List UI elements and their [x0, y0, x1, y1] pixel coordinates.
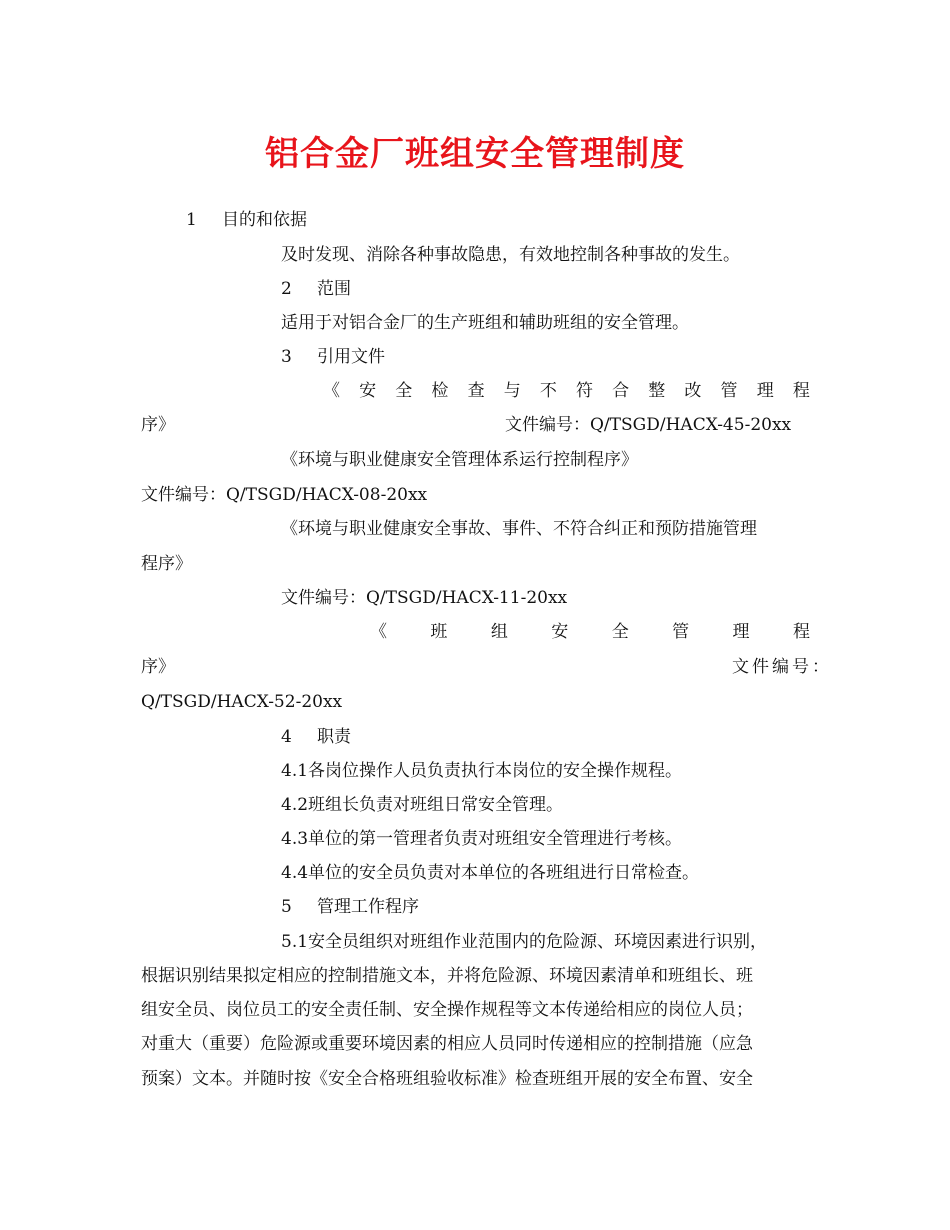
reference-1-title: 《 安 全 检 查 与 不 符 合 整 改 管 理 程 [323, 381, 810, 401]
procedure-paragraph-line: 预案）文本。并随时按《安全合格班组验收标准》检查班组开展的安全布置、安全 [141, 1069, 753, 1089]
procedure-paragraph-line: 5.1安全员组织对班组作业范围内的危险源、环境因素进行识别， [281, 932, 768, 952]
section-title: 职责 [317, 727, 351, 747]
procedure-paragraph-line: 组安全员、岗位员工的安全责任制、安全操作规程等文本传递给相应的岗位人员； [141, 1000, 753, 1020]
reference-4-code: Q/TSGD/HACX-52-20xx [141, 692, 343, 712]
responsibility-item: 4.4单位的安全员负责对本单位的各班组进行日常检查。 [281, 863, 700, 883]
section-title: 范围 [317, 279, 351, 299]
section-4-heading [281, 726, 351, 748]
reference-3-title-end: 程序》 [141, 554, 192, 574]
section-title: 管理工作程序 [317, 897, 419, 917]
section-number: 1 [186, 210, 197, 230]
reference-4-code-label: 文件编号： [732, 657, 832, 677]
section-number: 3 [281, 347, 292, 367]
section-number: 5 [281, 897, 292, 917]
responsibility-item: 4.3单位的第一管理者负责对班组安全管理进行考核。 [281, 829, 683, 849]
section-number: 2 [281, 279, 292, 299]
reference-4-title: 《 班 组 安 全 管 理 程 [370, 622, 810, 642]
responsibility-item: 4.1各岗位操作人员负责执行本岗位的安全操作规程。 [281, 761, 683, 781]
section-2-text: 适用于对铝合金厂的生产班组和辅助班组的安全管理。 [281, 313, 689, 333]
reference-2-title: 《环境与职业健康安全管理体系运行控制程序》 [281, 450, 638, 470]
reference-1-title-end: 序》 [141, 415, 175, 435]
reference-1-code: 文件编号：Q/TSGD/HACX-45-20xx [505, 415, 792, 435]
reference-3-title: 《环境与职业健康安全事故、事件、不符合纠正和预防措施管理 [281, 519, 757, 539]
reference-3-code: 文件编号：Q/TSGD/HACX-11-20xx [281, 588, 568, 608]
reference-4-title-end: 序》 [141, 657, 175, 677]
section-title: 目的和依据 [222, 210, 307, 230]
responsibility-item: 4.2班组长负责对班组日常安全管理。 [281, 795, 564, 815]
procedure-paragraph-line: 根据识别结果拟定相应的控制措施文本，并将危险源、环境因素清单和班组长、班 [141, 966, 753, 986]
section-1-text: 及时发现、消除各种事故隐患，有效地控制各种事故的发生。 [281, 245, 740, 265]
document-title: 铝合金厂班组安全管理制度 [265, 134, 685, 174]
section-1-heading [186, 209, 307, 231]
section-3-heading [281, 346, 385, 368]
procedure-paragraph-line: 对重大（重要）危险源或重要环境因素的相应人员同时传递相应的控制措施（应急 [141, 1034, 753, 1054]
section-title: 引用文件 [317, 347, 385, 367]
reference-2-code: 文件编号：Q/TSGD/HACX-08-20xx [141, 485, 428, 505]
section-2-heading [281, 278, 351, 300]
section-number: 4 [281, 727, 292, 747]
section-5-heading [281, 896, 419, 918]
